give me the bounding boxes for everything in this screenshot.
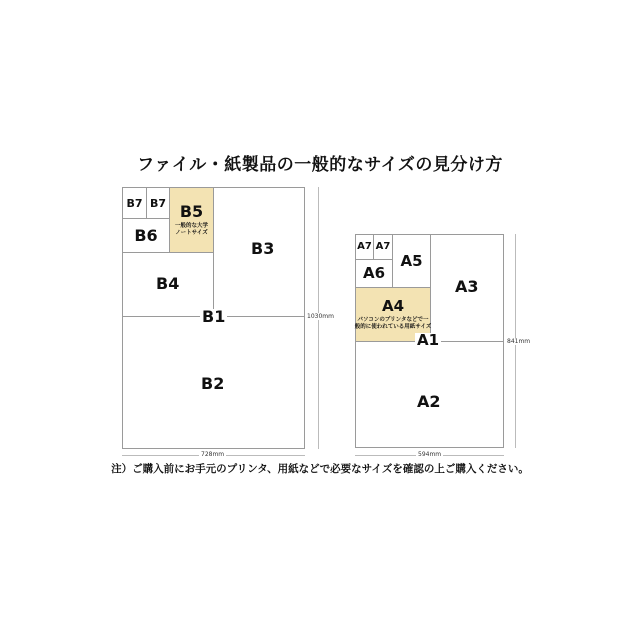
a5-box bbox=[392, 234, 431, 288]
b6-box bbox=[122, 218, 170, 253]
a-width-dim: 594mm bbox=[418, 451, 442, 458]
b7-right-label: B7 bbox=[149, 196, 167, 210]
b3-label: B3 bbox=[251, 239, 275, 258]
b5-note-line1: 一般的な大学 bbox=[174, 222, 208, 229]
a1-label: A1 bbox=[417, 331, 440, 349]
b2-label: B2 bbox=[201, 374, 225, 393]
b-width-dim: 728mm bbox=[201, 451, 225, 458]
a7-left-label: A7 bbox=[357, 241, 372, 252]
a2-label: A2 bbox=[417, 392, 441, 411]
b6-label: B6 bbox=[134, 225, 158, 245]
b1-label: B1 bbox=[202, 307, 226, 326]
b5-label: B5 bbox=[179, 201, 204, 221]
a4-note-line2: 般的に使われている用紙サイズ bbox=[354, 323, 432, 330]
a6-label: A6 bbox=[362, 264, 386, 282]
a7-left-box bbox=[355, 234, 374, 260]
page-title: ファイル・紙製品の一般的なサイズの見分け方 bbox=[137, 155, 503, 175]
b5-box bbox=[169, 187, 214, 253]
b7-left-label: B7 bbox=[126, 196, 143, 210]
a3-label: A3 bbox=[455, 277, 479, 296]
a7-right-box bbox=[373, 234, 393, 260]
purchase-note: 注）ご購入前にお手元のプリンタ、用紙などで必要なサイズを確認の上ご購入ください。 bbox=[111, 463, 529, 475]
a4-note-line1: パソコンのプリンタなどで一 bbox=[357, 316, 429, 323]
b7-right-box bbox=[146, 187, 170, 219]
a-height-dim: 841mm bbox=[507, 338, 531, 345]
a7-right-label: A7 bbox=[375, 241, 391, 252]
a4-label: A4 bbox=[381, 296, 405, 315]
a6-box bbox=[355, 259, 393, 288]
b4-label: B4 bbox=[156, 274, 180, 293]
b5-note-line2: ノートサイズ bbox=[175, 229, 208, 236]
b7-left-box bbox=[122, 187, 147, 219]
b-height-dim: 1030mm bbox=[307, 313, 334, 320]
a5-label: A5 bbox=[400, 251, 423, 270]
